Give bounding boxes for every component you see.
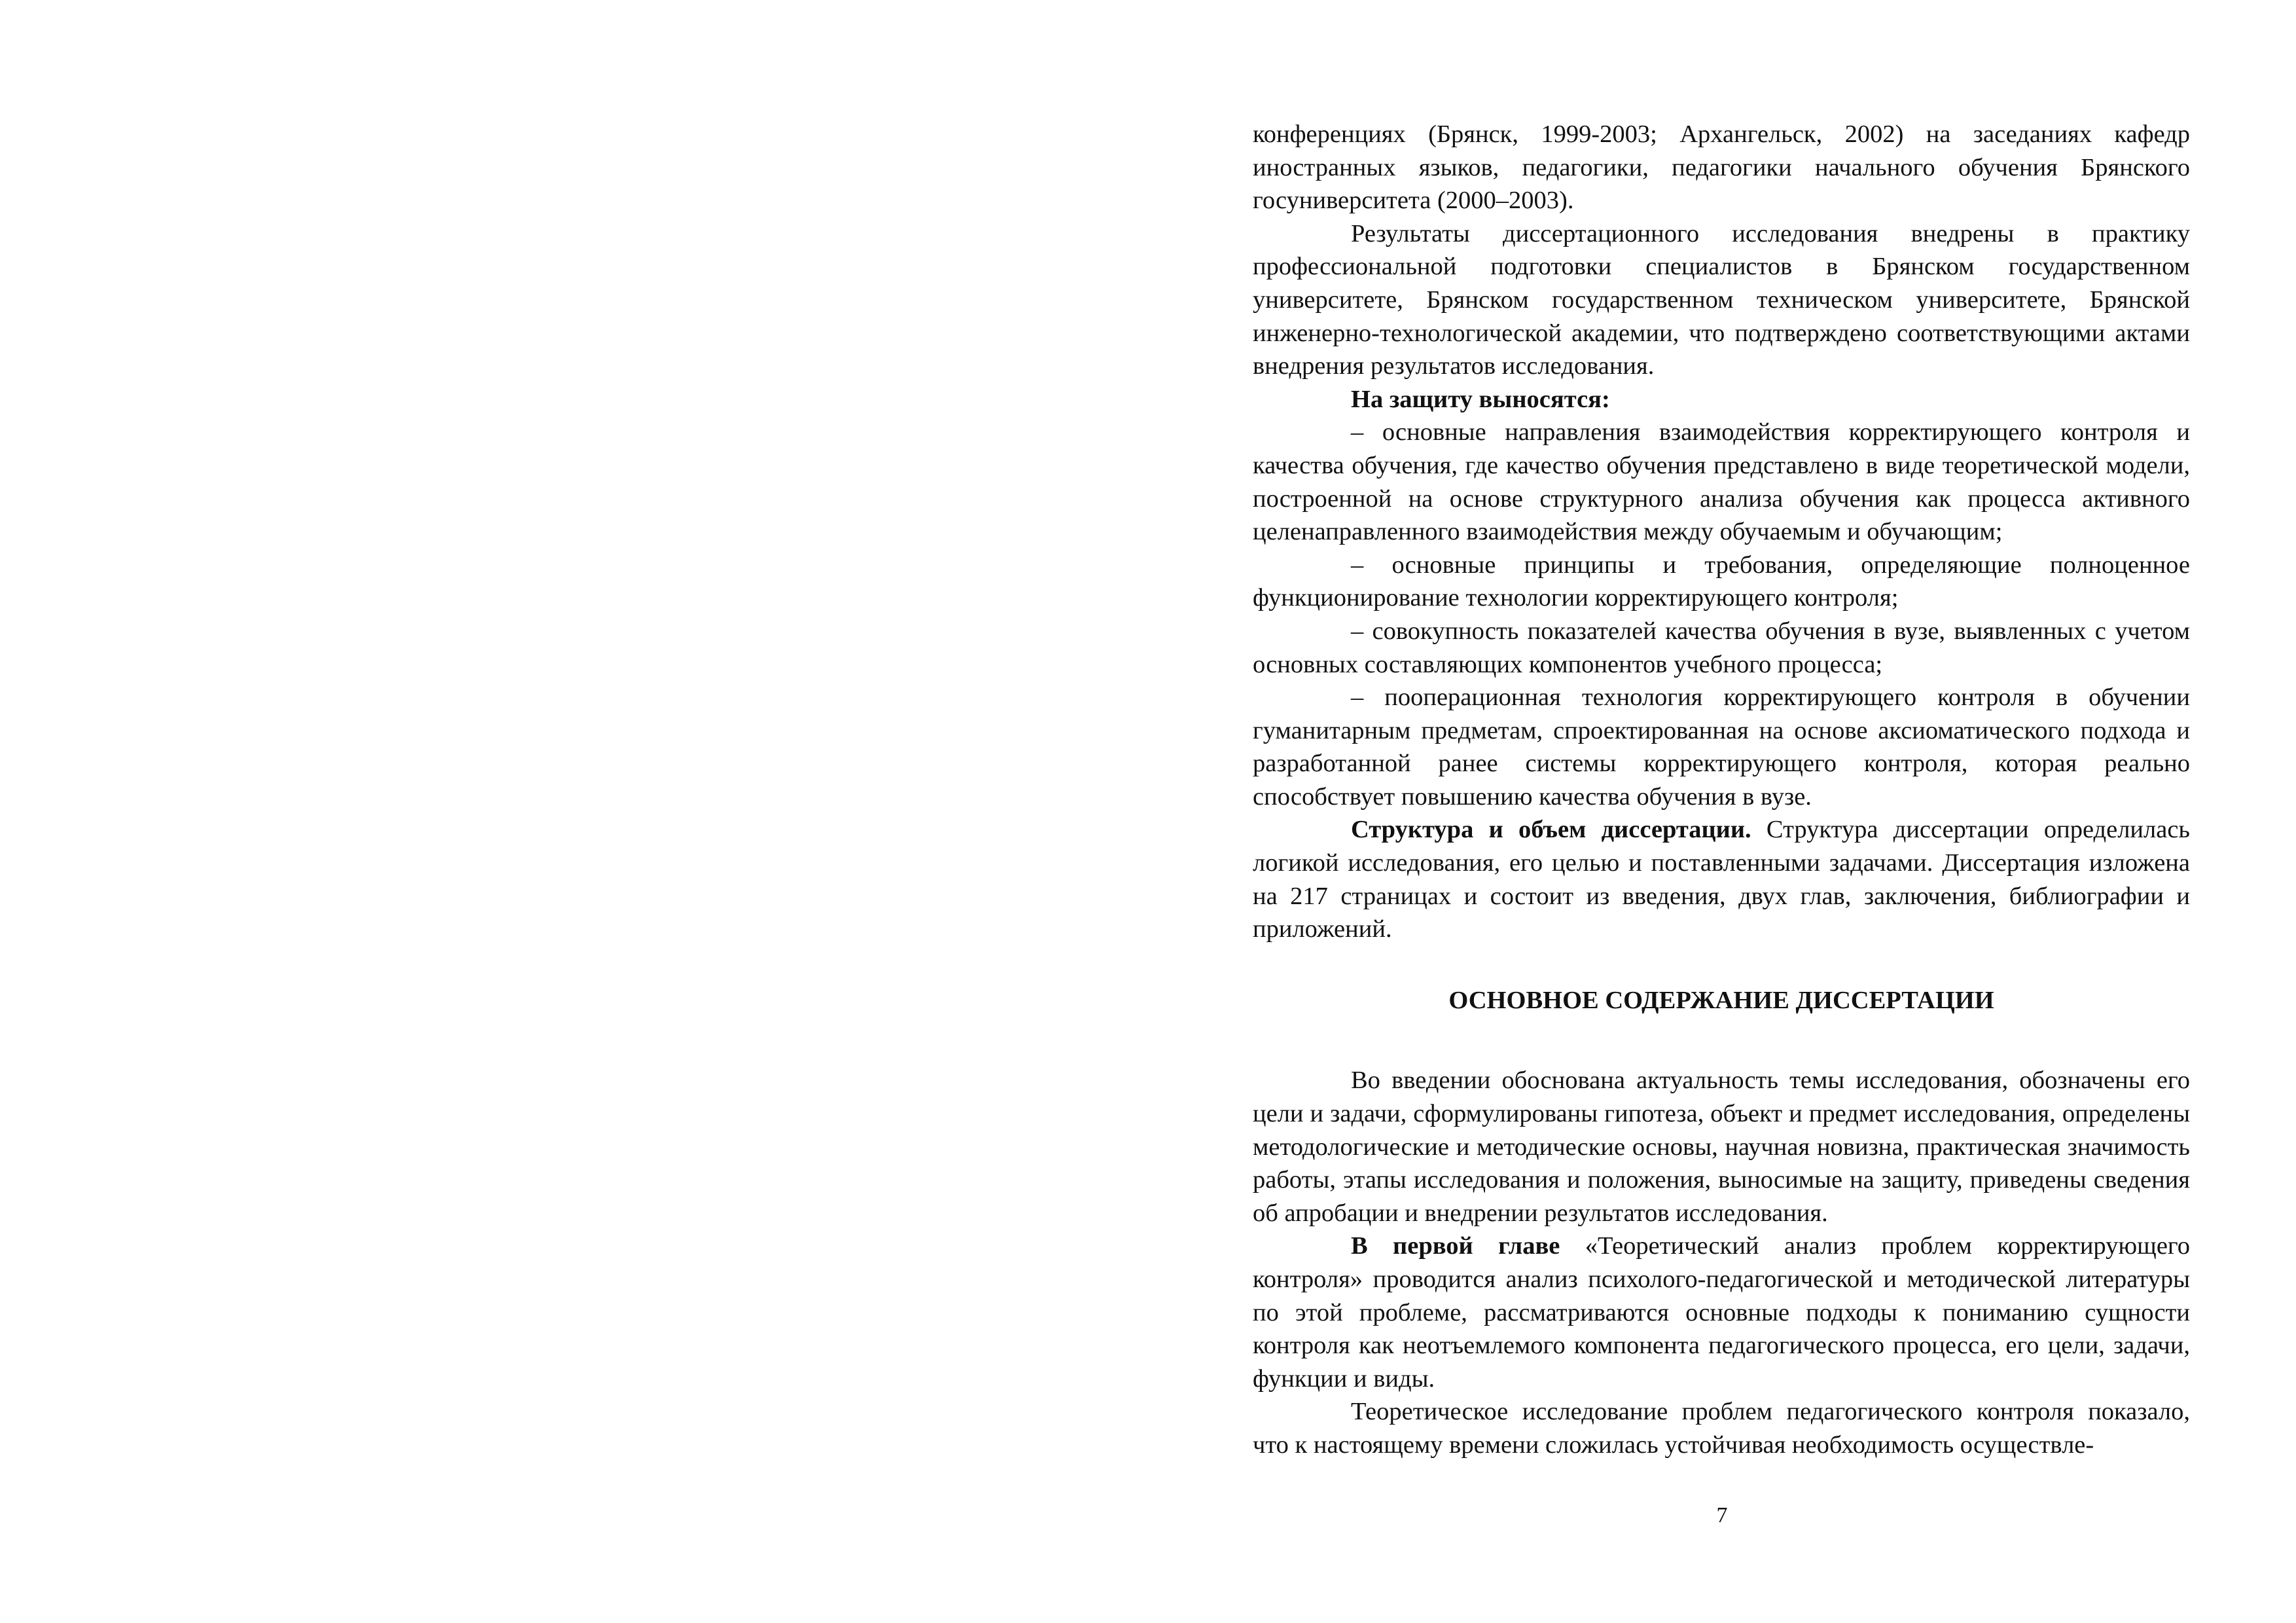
- page-text: [1253, 118, 2190, 1462]
- page-number: 7: [1716, 1503, 1728, 1527]
- chapter-one-lead: В первой главе: [1351, 1232, 1560, 1260]
- defense-heading: [1253, 383, 2190, 416]
- paragraph-approbation: конференциях (Брянск, 1999-2003; Архангельск, 2002) на заседаниях кафедр иностранных языков, педагогики, педагогики начального обучения Брянского госуниверситета (2000–2003).: [1253, 120, 2190, 215]
- structure-lead: Структура и объем диссертации.: [1351, 816, 1751, 844]
- chapter-one-text: «Теоретический анализ проблем корректирующего контроля» проводится анализ психолого-педагогической и методической литературы по этой проблеме, рассматриваются основные подходы к пониманию сущности контроля как неотъемлемого компонента педагогического процесса, его цели, задачи, функции и виды.: [1253, 1232, 2190, 1393]
- right-page: [1148, 0, 2296, 1623]
- paragraph-theory: Теоретическое исследование проблем педагогического контроля показало, что к настоящему времени сложилась устойчивая необходимость осуществле-: [1253, 1398, 2190, 1459]
- paragraph-chapter-one: [1253, 1230, 2190, 1395]
- paragraph-implementation: Результаты диссертационного исследования внедрены в практику профессиональной подготовки специалистов в Брянском государственном университете, Брянском государственном техническом университете, Брянской инженерно-технологической академии, что подтверждено соответствующими актами внедрения результатов исследования.: [1253, 219, 2190, 380]
- structure-text: Структура диссертации определилась логикой исследования, его целью и поставленными задачами. Диссертация изложена на 217 страницах и состоит из введения, двух глав, заключения, библиографии и приложений.: [1253, 816, 2190, 943]
- defense-item-1: – основные направления взаимодействия корректирующего контроля и качества обучения, где качество обучения представлено в виде теоретической модели, построенной на основе структурного анализа обучения как процесса активного целенаправленного взаимодействия между обучаемым и обучающим;: [1253, 418, 2190, 546]
- defense-item-2: – основные принципы и требования, определяющие полноценное функционирование технологии корректирующего контроля;: [1253, 551, 2190, 612]
- defense-heading-text: На защиту выносятся:: [1351, 385, 1610, 413]
- defense-item-4: – пооперационная технология корректирующего контроля в обучении гуманитарным предметам, спроектированная на основе аксиоматического подхода и разработанной ранее системы корректирующего контроля, которая реально способствует повышению качества обучения в вузе.: [1253, 684, 2190, 811]
- paragraph-structure: [1253, 813, 2190, 945]
- defense-item-3: – совокупность показателей качества обучения в вузе, выявленных с учетом основных составляющих компонентов учебного процесса;: [1253, 617, 2190, 678]
- section-heading: ОСНОВНОЕ СОДЕРЖАНИЕ ДИССЕРТАЦИИ: [1448, 986, 1994, 1014]
- paragraph-introduction: Во введении обоснована актуальность темы исследования, обозначены его цели и задачи, сформулированы гипотеза, объект и предмет исследования, определены методологические и методические основы, научная новизна, практическая значимость работы, этапы исследования и положения, выносимые на защиту, приведены сведения об апробации и внедрении результатов исследования.: [1253, 1067, 2190, 1227]
